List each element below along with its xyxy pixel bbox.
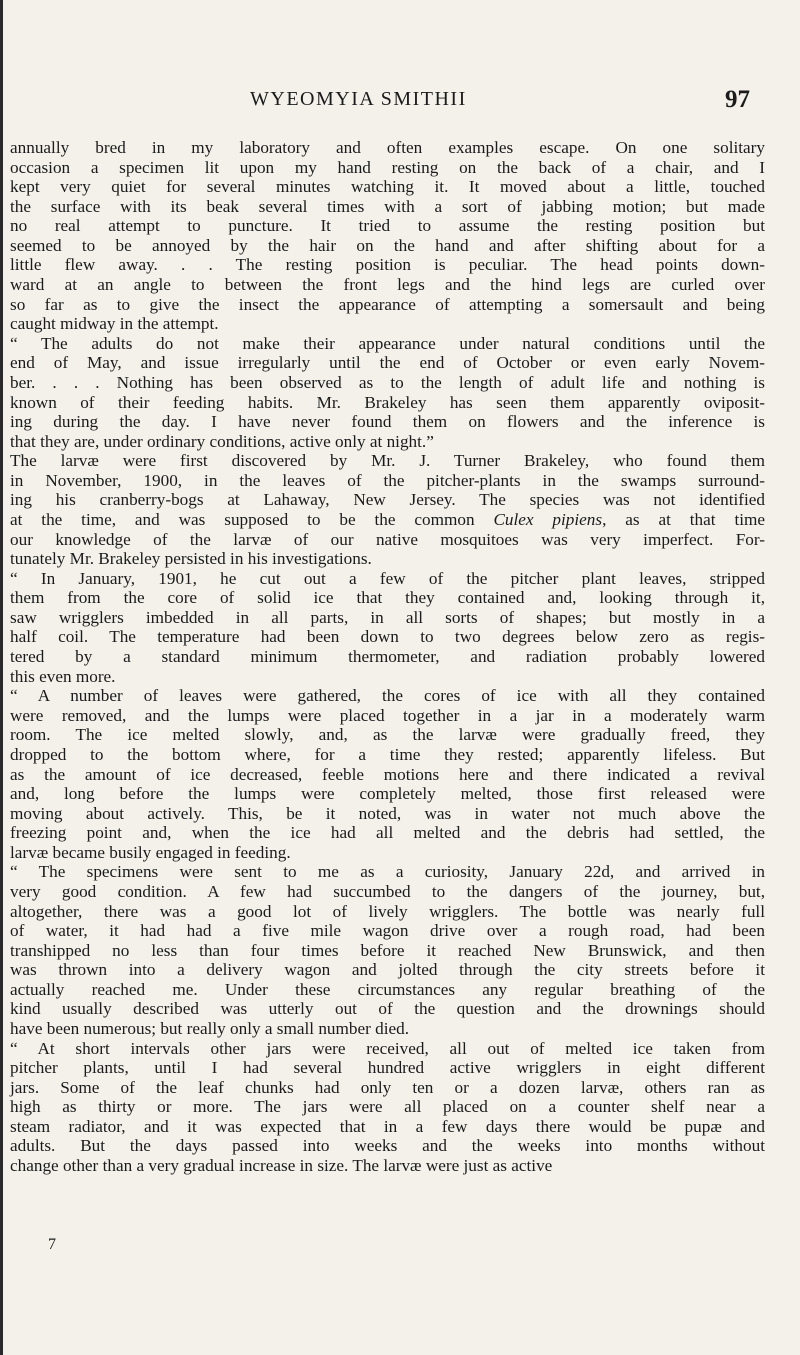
text-line: end of May, and issue irregularly until the end of October or even early Novem-: [10, 353, 765, 373]
text-line: “ The specimens were sent to me as a curiosity, January 22d, and arrived in: [10, 862, 765, 882]
text-line: our knowledge of the larvæ of our native mosquitoes was very imperfect. For-: [10, 529, 765, 549]
text-line: “ A number of leaves were gathered, the cores of ice with all they contained: [10, 686, 765, 706]
text-line: this even more.: [10, 666, 116, 686]
text-line: them from the core of solid ice that they contained and, looking through it,: [10, 588, 765, 608]
text-line: have been numerous; but really only a small number died.: [10, 1019, 410, 1039]
text-line: and, long before the lumps were completely melted, those first released were: [10, 784, 765, 804]
text-line: that they are, under ordinary conditions, active only at night.”: [10, 431, 434, 451]
page-header: [250, 86, 750, 120]
signature-mark: 7: [48, 1236, 56, 1253]
text-line: jars. Some of the leaf chunks had only ten or a dozen larvæ, others ran as: [10, 1077, 765, 1097]
running-head: WYEOMYIA SMITHII: [250, 88, 467, 110]
text-line: actually reached me. Under these circumstances any regular breathing of the: [10, 979, 765, 999]
text-line: of water, it had had a five mile wagon drive over a rough road, had been: [10, 921, 765, 941]
text-line: transhipped no less than four times before it reached New Brunswick, and then: [10, 940, 765, 960]
text-line: “ The adults do not make their appearance under natural conditions until the: [10, 333, 765, 353]
text-line: in November, 1900, in the leaves of the pitcher-plants in the swamps surround-: [10, 470, 765, 490]
text-line: known of their feeding habits. Mr. Brakeley has seen them apparently oviposit-: [10, 392, 765, 412]
text-line: was thrown into a delivery wagon and jolted through the city streets before it: [10, 960, 765, 980]
text-line: saw wrigglers imbedded in all parts, in all sorts of shapes; but mostly in a: [10, 607, 765, 627]
text-line: “ In January, 1901, he cut out a few of the pitcher plant leaves, stripped: [10, 568, 765, 588]
text-line: freezing point and, when the ice had all melted and the debris had settled, the: [10, 823, 765, 843]
text-line: so far as to give the insect the appearance of attempting a somersault and being: [10, 294, 765, 314]
text-line: altogether, there was a good lot of lively wrigglers. The bottle was nearly full: [10, 901, 765, 921]
text-line: the surface with its beak several times with a sort of jabbing motion; but made: [10, 196, 765, 216]
text-line: adults. But the days passed into weeks and the weeks into months without: [10, 1136, 765, 1156]
text-line: at the time, and was supposed to be the common Culex pipiens, as at that time: [10, 509, 765, 529]
text-line: room. The ice melted slowly, and, as the larvæ were gradually freed, they: [10, 725, 765, 745]
text-line: kind usually described was utterly out of the question and the drownings should: [10, 999, 765, 1019]
text-line: as the amount of ice decreased, feeble motions here and there indicated a revival: [10, 764, 765, 784]
text-line: little flew away. . . The resting position is peculiar. The head points down-: [10, 255, 765, 275]
text-line: high as thirty or more. The jars were all placed on a counter shelf near a: [10, 1097, 765, 1117]
text-line: ber. . . . Nothing has been observed as to the length of adult life and nothing is: [10, 372, 765, 392]
text-line: were removed, and the lumps were placed together in a jar in a moderately warm: [10, 705, 765, 725]
text-line: “ At short intervals other jars were received, all out of melted ice taken from: [10, 1038, 765, 1058]
text-line: ing during the day. I have never found them on flowers and the inference is: [10, 412, 765, 432]
body-text: [10, 138, 765, 1176]
text-line: tered by a standard minimum thermometer, and radiation probably lowered: [10, 647, 765, 667]
text-line: ward at an angle to between the front legs and the hind legs are curled over: [10, 275, 765, 295]
text-line: pitcher plants, until I had several hundred active wrigglers in eight different: [10, 1058, 765, 1078]
text-line: dropped to the bottom where, for a time they rested; apparently lifeless. But: [10, 744, 765, 764]
text-line: half coil. The temperature had been down to two degrees below zero as regis-: [10, 627, 765, 647]
text-line: steam radiator, and it was expected that in a few days there would be pupæ and: [10, 1116, 765, 1136]
species-name: Culex pipiens: [493, 509, 603, 529]
text-line: kept very quiet for several minutes watching it. It moved about a little, touched: [10, 177, 765, 197]
text-line: tunately Mr. Brakeley persisted in his investigations.: [10, 549, 372, 569]
text-line: annually bred in my laboratory and often examples escape. On one solitary: [10, 138, 765, 157]
page-edge-shadow: [0, 0, 3, 1355]
text-line: larvæ became busily engaged in feeding.: [10, 842, 291, 862]
text-line: The larvæ were first discovered by Mr. J. Turner Brakeley, who found them: [10, 451, 765, 471]
text-line: change other than a very gradual increase in size. The larvæ were just as active: [10, 1156, 553, 1176]
text-line: caught midway in the attempt.: [10, 314, 219, 334]
text-line: very good condition. A few had succumbed to the dangers of the journey, but,: [10, 881, 765, 901]
text-line: no real attempt to puncture. It tried to assume the resting position but: [10, 216, 765, 236]
text-line: moving about actively. This, be it noted, was in water not much above the: [10, 803, 765, 823]
page-number: 97: [725, 86, 750, 113]
text-line: seemed to be annoyed by the hair on the hand and after shifting about for a: [10, 235, 765, 255]
text-line: occasion a specimen lit upon my hand resting on the back of a chair, and I: [10, 157, 765, 177]
text-line: ing his cranberry-bogs at Lahaway, New Jersey. The species was not identified: [10, 490, 765, 510]
